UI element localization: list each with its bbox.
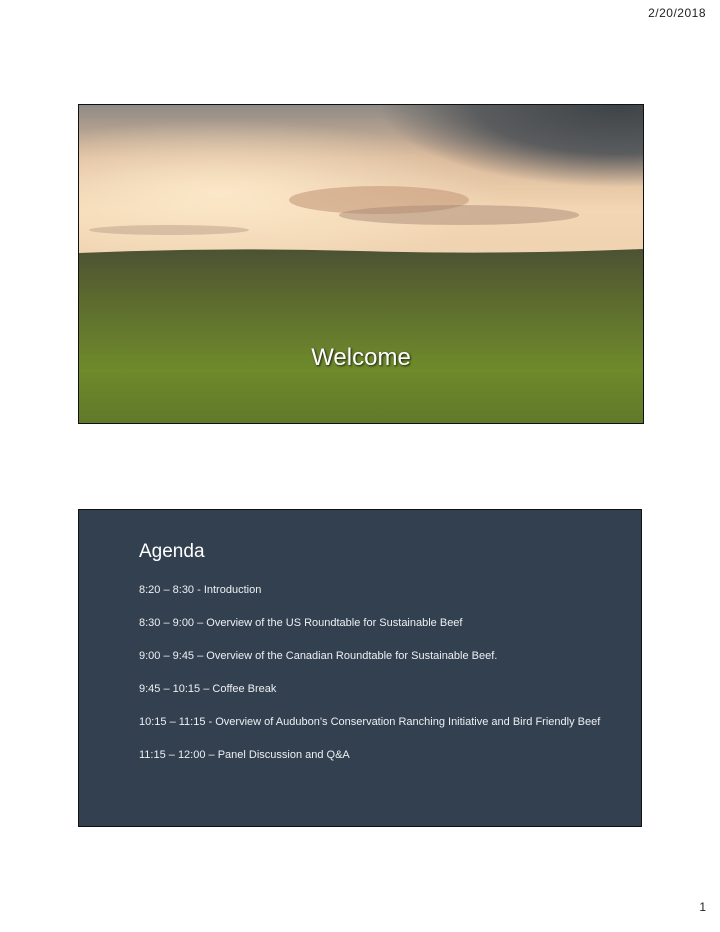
agenda-title: Agenda <box>139 541 205 562</box>
prairie-sunset-image <box>79 105 643 423</box>
agenda-item: 11:15 – 12:00 – Panel Discussion and Q&A <box>139 749 350 761</box>
agenda-item: 9:00 – 9:45 – Overview of the Canadian Roundtable for Sustainable Beef. <box>139 650 498 662</box>
agenda-item: 8:20 – 8:30 - Introduction <box>139 584 262 596</box>
page-number: 1 <box>699 900 706 914</box>
agenda-item: 10:15 – 11:15 - Overview of Audubon’s Conservation Ranching Initiative and Bird Friendly Beef <box>139 716 601 728</box>
agenda-slide <box>78 509 642 827</box>
agenda-list <box>139 582 609 780</box>
agenda-item: 9:45 – 10:15 – Coffee Break <box>139 683 277 695</box>
agenda-item: 8:30 – 9:00 – Overview of the US Roundtable for Sustainable Beef <box>139 617 463 629</box>
slide-title: Welcome <box>311 344 411 371</box>
welcome-slide <box>78 104 644 424</box>
page-date: 2/20/2018 <box>648 6 706 20</box>
